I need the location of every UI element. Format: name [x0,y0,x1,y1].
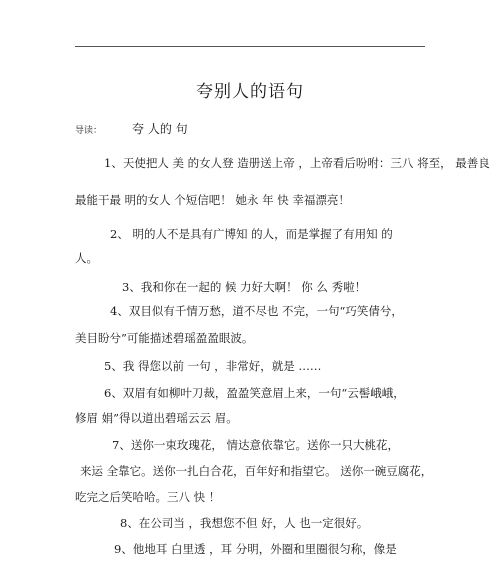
text-line: 美目盼兮”可能描述碧瑶盈盈眼波。 [75,331,254,345]
text-line: 吃完之后笑哈哈。三八 快 ！ [75,490,221,504]
text-line: 6、双眉有如柳叶刀裁，盈盈笑意眉上来，一句“云髻峨峨， [104,386,405,400]
text-line: 7、送你一束玫瑰花， 情达意依靠它。送你一只大桃花， [112,438,399,452]
text-line: 8、在公司当 ，我想您不但 好，人 也一定很好。 [120,516,369,530]
text-line: 来运 全靠它。送你一扎白合花，百年好和指望它。 送你一碗豆腐花， [80,464,433,478]
guide-text: 夸 人的 句 [132,122,188,136]
guide-label: 导读： [75,126,103,136]
document-title: 夸别人的语句 [196,82,304,102]
text-line: 修眉 娟”得以道出碧瑶云云 眉。 [75,411,238,425]
guide-line [75,120,188,137]
text-line: 人。 [75,251,98,265]
text-line: 2、 明的人不是具有广博知 的人，而是掌握了有用知 的 [110,227,393,241]
text-line: 9、他地耳 白里透 ，耳 分明，外圈和里圈很匀称，像是 [114,542,397,556]
header-rule [75,46,425,47]
text-line: 最能干最 明的女人 个短信吧！ 她永 年 快 幸福漂亮！ [75,193,350,207]
text-line: 1、天使把人 美 的女人登 造册送上帝 ，上帝看后吩咐：三八 将至， 最善良 [104,156,490,170]
text-line: 3、我和你在一起的 候 力好大啊！ 你 么 秀啦！ [122,280,367,294]
text-line: 5、我 得您以前 一句 ，非常好，就是 …… [104,359,322,373]
text-line: 4、双目似有千情万愁，道不尽也 不完，一句“巧笑倩兮， [110,304,403,318]
